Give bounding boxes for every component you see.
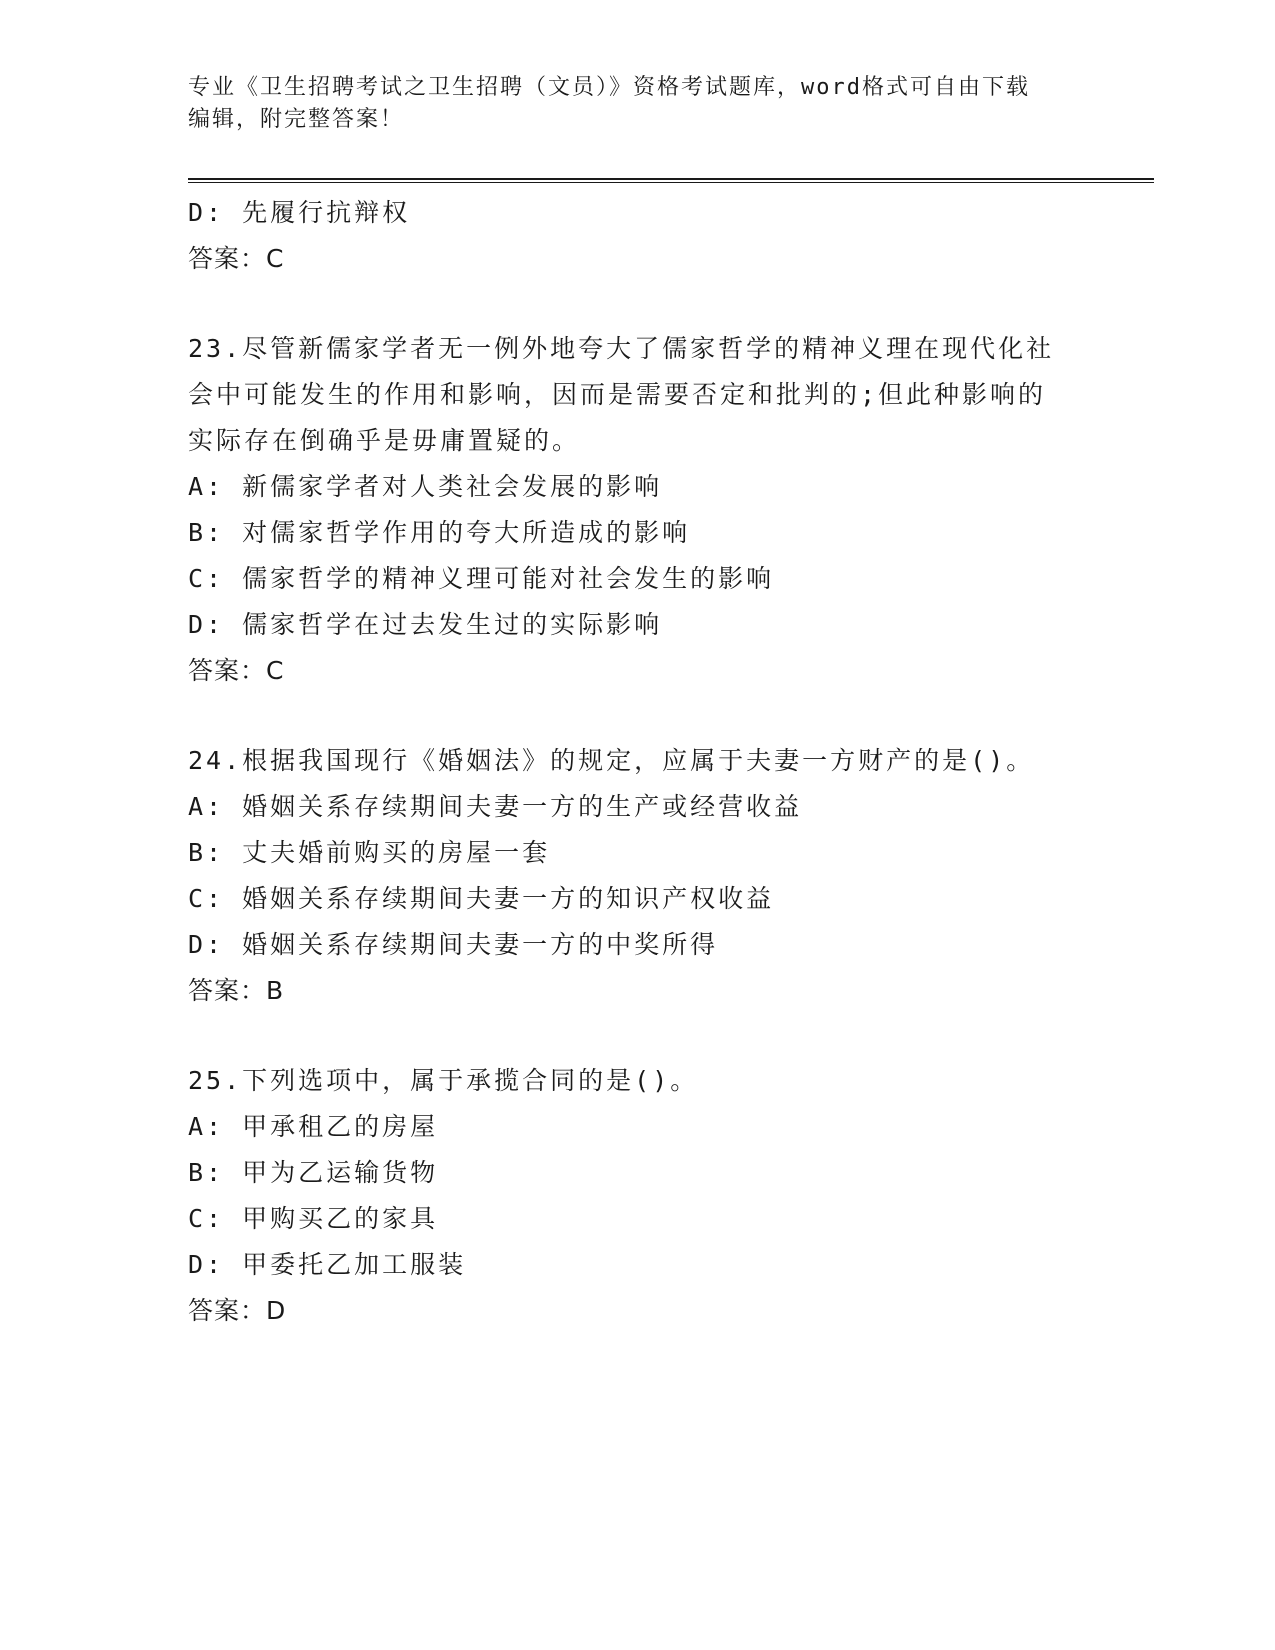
option-c: C: 甲购买乙的家具 bbox=[188, 1204, 439, 1233]
option-a: A: 婚姻关系存续期间夫妻一方的生产或经营收益 bbox=[188, 792, 803, 821]
question-stem-line: 会中可能发生的作用和影响，因而是需要否定和批判的;但此种影响的 bbox=[188, 380, 1047, 409]
question-24 bbox=[188, 738, 1088, 1014]
option-a: A: 新儒家学者对人类社会发展的影响 bbox=[188, 472, 663, 501]
header-divider bbox=[188, 178, 1154, 183]
question-stem-line: 23.尽管新儒家学者无一例外地夸大了儒家哲学的精神义理在现代化社 bbox=[188, 334, 1055, 363]
option-d: D: 婚姻关系存续期间夫妻一方的中奖所得 bbox=[188, 930, 719, 959]
option-d: D: 儒家哲学在过去发生过的实际影响 bbox=[188, 610, 663, 639]
question-23 bbox=[188, 326, 1088, 694]
question-stem-line: 25.下列选项中，属于承揽合同的是()。 bbox=[188, 1066, 699, 1095]
option-b: B: 对儒家哲学作用的夸大所造成的影响 bbox=[188, 518, 691, 547]
question-stem-line: 实际存在倒确乎是毋庸置疑的。 bbox=[188, 426, 581, 455]
option-a: A: 甲承租乙的房屋 bbox=[188, 1112, 439, 1141]
answer: 答案：D bbox=[188, 1296, 287, 1325]
header-line-1: 专业《卫生招聘考试之卫生招聘（文员）》资格考试题库，word格式可自由下载 bbox=[188, 75, 1030, 100]
option-c: C: 儒家哲学的精神义理可能对社会发生的影响 bbox=[188, 564, 775, 593]
option-b: B: 甲为乙运输货物 bbox=[188, 1158, 439, 1187]
option-d: D: 甲委托乙加工服装 bbox=[188, 1250, 467, 1279]
answer: 答案：C bbox=[188, 656, 285, 685]
option-b: B: 丈夫婚前购买的房屋一套 bbox=[188, 838, 551, 867]
carryover-answer: 答案：C bbox=[188, 244, 285, 273]
option-c: C: 婚姻关系存续期间夫妻一方的知识产权收益 bbox=[188, 884, 775, 913]
answer: 答案：B bbox=[188, 976, 285, 1005]
question-stem-line: 24.根据我国现行《婚姻法》的规定，应属于夫妻一方财产的是()。 bbox=[188, 746, 1035, 775]
page-header bbox=[188, 72, 1088, 136]
carryover-option-d: D: 先履行抗辩权 bbox=[188, 198, 411, 227]
question-25 bbox=[188, 1058, 1088, 1334]
header-line-2: 编辑，附完整答案！ bbox=[188, 107, 405, 132]
question-content bbox=[188, 190, 1088, 1334]
